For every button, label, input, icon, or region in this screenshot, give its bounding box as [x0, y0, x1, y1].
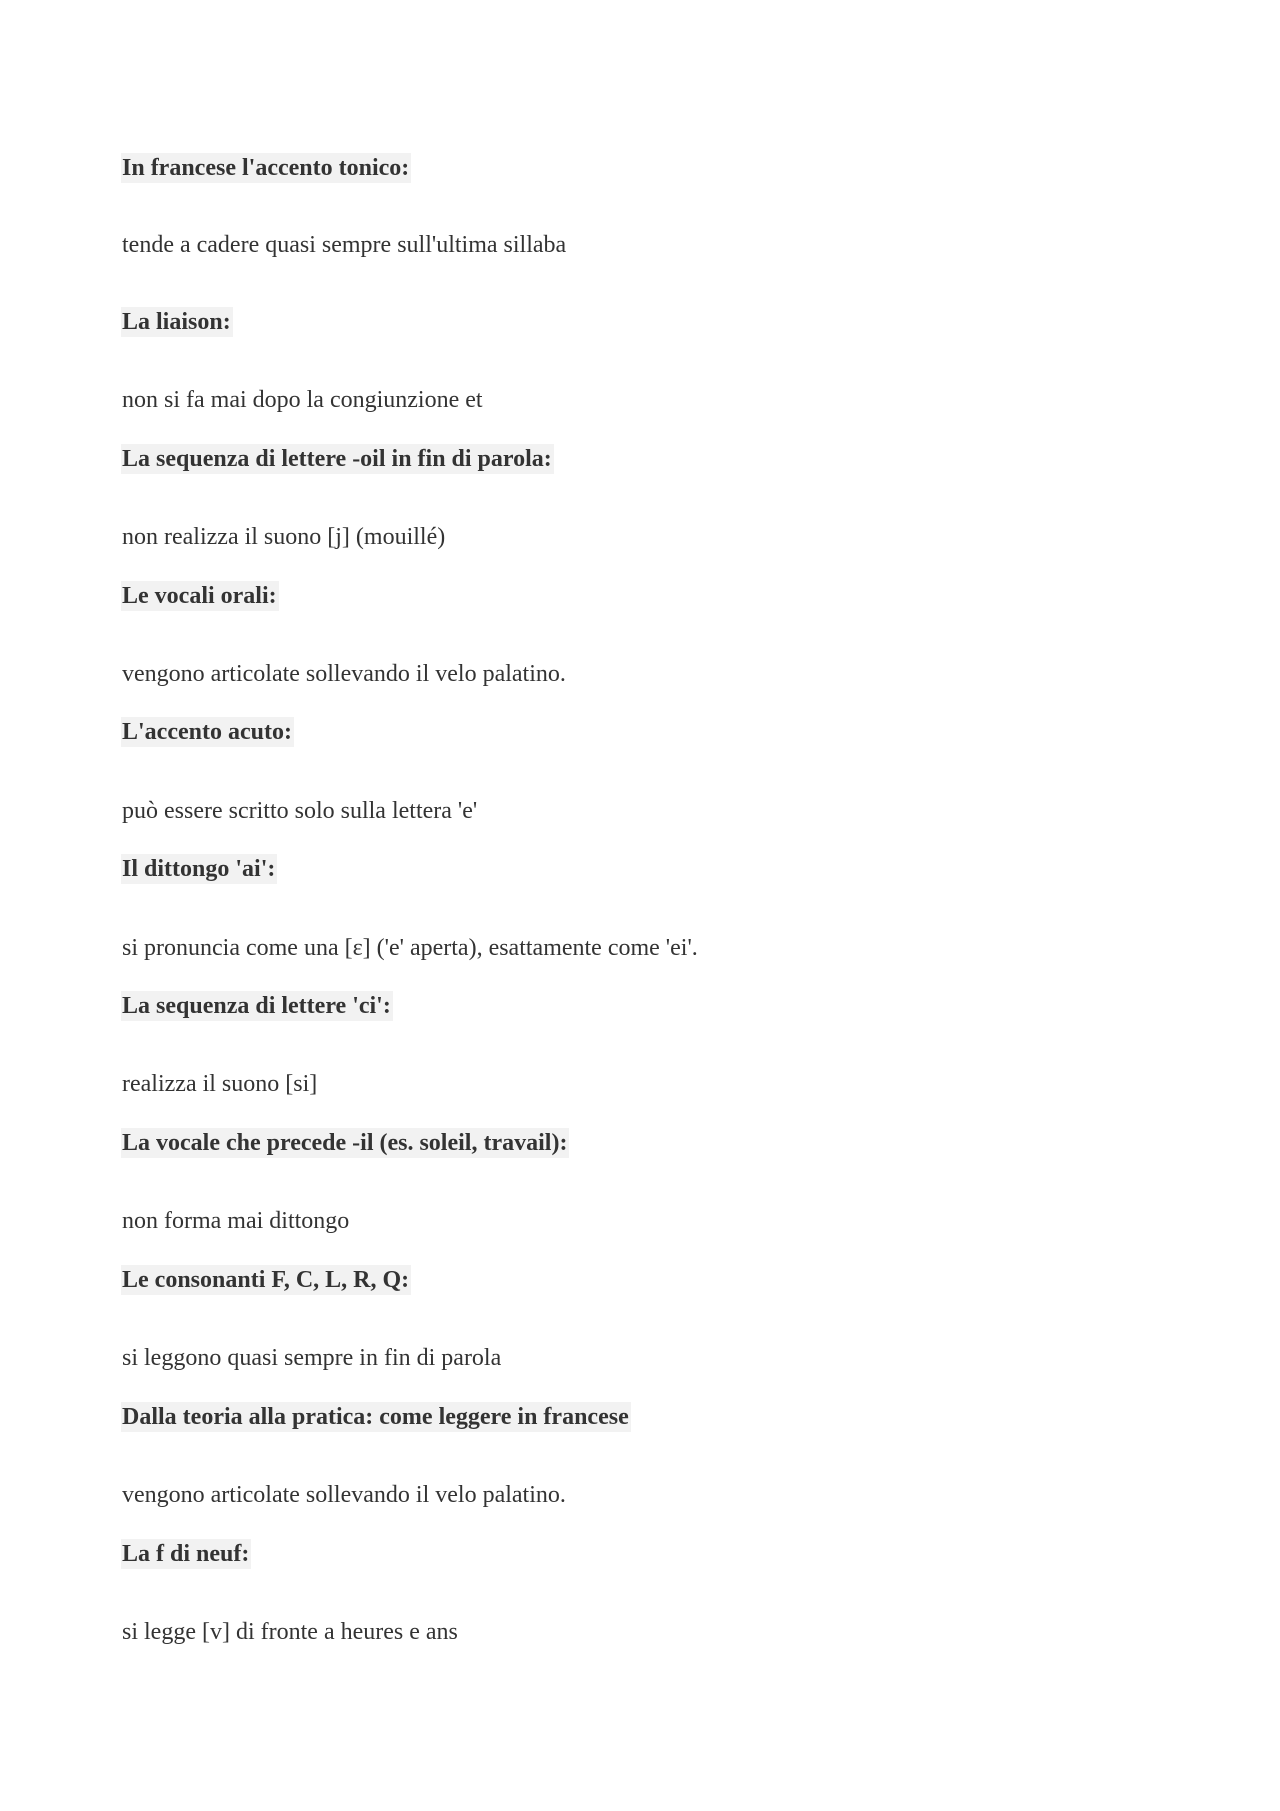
question-text: Le consonanti F, C, L, R, Q:	[122, 1267, 410, 1293]
question-text: La f di neuf:	[122, 1541, 250, 1567]
question-text: L'accento acuto:	[122, 719, 292, 745]
question-text: Il dittongo 'ai':	[122, 856, 276, 882]
answer-text: si pronuncia come una [ɛ] ('e' aperta), esattamente come 'ei'.	[122, 935, 698, 961]
answer-text: può essere scritto solo sulla lettera 'e'	[122, 798, 478, 824]
answer-text: tende a cadere quasi sempre sull'ultima sillaba	[122, 232, 567, 258]
question-text: In francese l'accento tonico:	[122, 155, 410, 181]
answer-text: non realizza il suono [j] (mouillé)	[122, 524, 446, 550]
question-text: La liaison:	[122, 309, 231, 335]
question-text: Dalla teoria alla pratica: come leggere in francese	[122, 1404, 629, 1430]
answer-text: vengono articolate sollevando il velo palatino.	[122, 661, 566, 687]
answer-text: realizza il suono [si]	[122, 1071, 318, 1097]
answer-text: non forma mai dittongo	[122, 1208, 350, 1234]
answer-text: vengono articolate sollevando il velo palatino.	[122, 1482, 566, 1508]
question-text: La vocale che precede -il (es. soleil, travail):	[122, 1130, 568, 1156]
answer-text: non si fa mai dopo la congiunzione et	[122, 387, 483, 413]
answer-text: si legge [v] di fronte a heures e ans	[122, 1619, 458, 1645]
question-text: La sequenza di lettere -oil in fin di parola:	[122, 446, 552, 472]
question-text: La sequenza di lettere 'ci':	[122, 993, 391, 1019]
answer-text: si leggono quasi sempre in fin di parola	[122, 1345, 502, 1371]
question-text: Le vocali orali:	[122, 583, 277, 609]
